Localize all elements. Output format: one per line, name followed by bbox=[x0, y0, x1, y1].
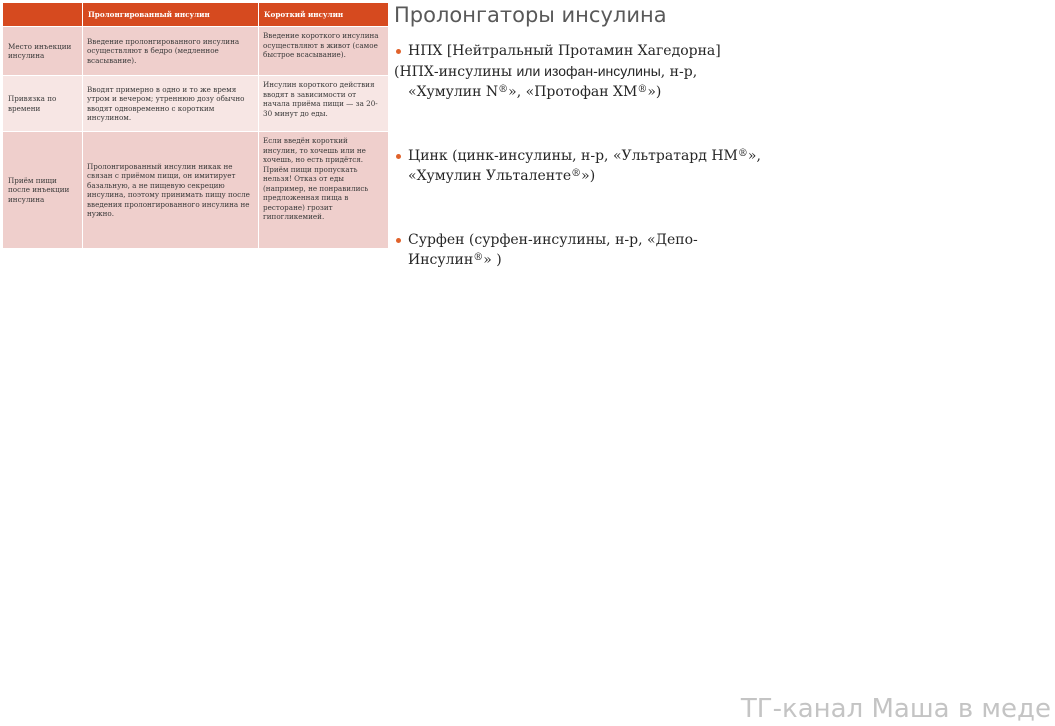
npx-brands-line bbox=[394, 82, 814, 102]
npx-details-end: , н-р, bbox=[660, 64, 698, 80]
zinc-brands-line bbox=[394, 166, 814, 186]
list-item-zinc bbox=[394, 146, 814, 166]
bullet-icon bbox=[396, 238, 401, 243]
surfen-brands-line bbox=[394, 250, 814, 270]
cell-short-meal: Если введён короткий инсулин, то хочешь или не хочешь, но есть придётся. Приём пищи пропускать нельзя! Отказ от еды (например, не понравились предложенная пища в ресторане) грозит гипогликемией. bbox=[259, 132, 389, 249]
table-row bbox=[3, 132, 389, 249]
watermark-text: ТГ-канал Маша в меде bbox=[740, 694, 1051, 724]
table-header-row bbox=[3, 3, 389, 27]
npx-brand-humulin: «Хумулин N bbox=[408, 84, 499, 100]
cell-short-injection-site: Введение короткого инсулина осуществляют в живот (самое быстрое всасывание). bbox=[259, 27, 389, 76]
cell-short-timing: Инсулин короткого действия вводят в зависимости от начала приёма пищи — за 20-30 минут до еды. bbox=[259, 76, 389, 132]
registered-mark: ® bbox=[637, 84, 648, 95]
row-label-timing: Привязка по времени bbox=[3, 76, 83, 132]
surfen-brand-depo: Инсулин bbox=[408, 252, 474, 268]
surfen-title: Сурфен (сурфен-инсулины, н-р, «Депо- bbox=[408, 232, 698, 248]
npx-brands-end: ») bbox=[647, 84, 662, 100]
zinc-brands-end: ») bbox=[581, 168, 596, 184]
npx-brand-protafan: », «Протофан ХМ bbox=[508, 84, 638, 100]
table-header-short-insulin: Короткий инсулин bbox=[259, 3, 389, 27]
table-row bbox=[3, 27, 389, 76]
zinc-brand-humulin: «Хумулин Ульталенте bbox=[408, 168, 572, 184]
registered-mark: ® bbox=[571, 168, 582, 179]
zinc-title-end: », bbox=[747, 148, 761, 164]
list-item-surfen bbox=[394, 230, 814, 250]
bullet-icon bbox=[396, 154, 401, 159]
row-label-meal: Приём пищи после инъекции инсулина bbox=[3, 132, 83, 249]
registered-mark: ® bbox=[498, 84, 509, 95]
table-header-long-insulin: Пролонгированный инсулин bbox=[83, 3, 259, 27]
row-label-injection-site: Место инъекции инсулина bbox=[3, 27, 83, 76]
table-header-empty bbox=[3, 3, 83, 27]
cell-long-timing: Вводят примерно в одно и то же время утром и вечером; утреннюю дозу обычно вводят одновременно с коротким инсулином. bbox=[83, 76, 259, 132]
registered-mark: ® bbox=[473, 252, 484, 263]
slide-title: Пролонгаторы инсулина bbox=[394, 3, 667, 27]
list-item-npx bbox=[394, 41, 814, 61]
npx-details-line bbox=[394, 61, 814, 82]
npx-title: НПХ [Нейтральный Протамин Хагедорна] bbox=[408, 43, 721, 59]
prolongators-list bbox=[394, 41, 814, 268]
surfen-brands-end: » ) bbox=[483, 252, 502, 268]
cell-long-injection-site: Введение пролонгированного инсулина осуществляют в бедро (медленное всасывание). bbox=[83, 27, 259, 76]
npx-isophane-text: или изофан-инсулины bbox=[516, 63, 661, 79]
bullet-icon bbox=[396, 49, 401, 54]
zinc-title: Цинк (цинк-инсулины, н-р, «Ультратард НМ bbox=[408, 148, 738, 164]
table-row bbox=[3, 76, 389, 132]
npx-details-text: (НПХ-инсулины bbox=[394, 64, 517, 80]
cell-long-meal: Пролонгированный инсулин никак не связан с приёмом пищи, он имитирует базальную, а не пищевую секрецию инсулина, поэтому принимать пищу после введения пролонгированного инсулина не нужно. bbox=[83, 132, 259, 249]
insulin-comparison-table bbox=[2, 2, 389, 249]
registered-mark: ® bbox=[737, 148, 748, 159]
